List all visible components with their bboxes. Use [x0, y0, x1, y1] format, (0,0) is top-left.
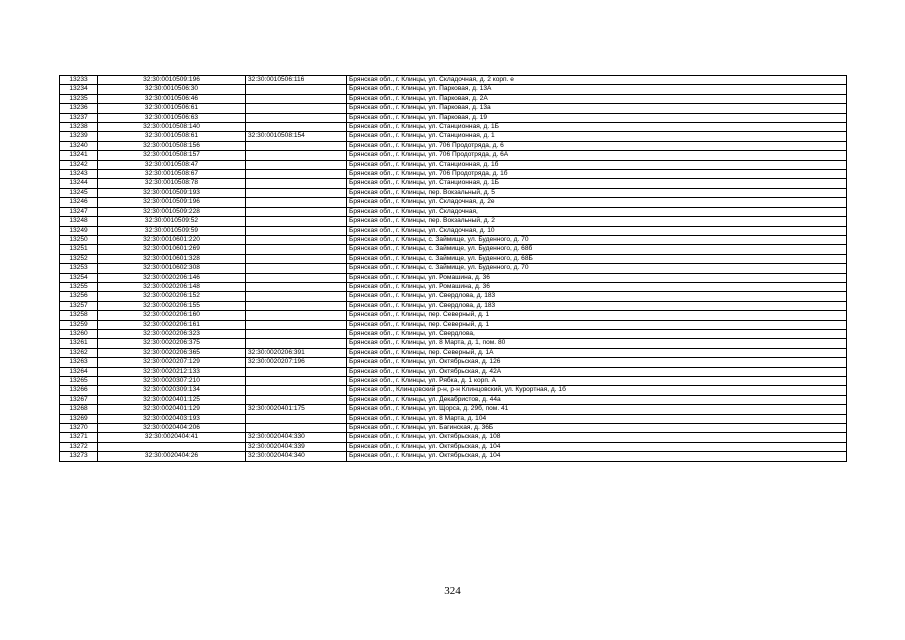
cell-number: 13246: [60, 198, 98, 207]
cell-address: Брянская обл., г. Клинцы, с. Займище, ул. Буденного, д. 68Б: [347, 254, 847, 263]
cell-cadastral-number: 32:30:0010602:308: [98, 264, 246, 273]
cell-number: 13248: [60, 217, 98, 226]
table-row: [60, 282, 847, 291]
cell-address: Брянская обл., г. Клинцы, ул. Свердлова, д. 183: [347, 292, 847, 301]
table-row: [60, 76, 847, 85]
table-row: [60, 226, 847, 235]
page-number: 324: [444, 585, 461, 597]
cell-number: 13240: [60, 141, 98, 150]
cell-related-cadastral-number: 32:30:0020404:330: [246, 433, 347, 442]
cell-cadastral-number: 32:30:0010506:30: [98, 85, 246, 94]
cell-number: 13268: [60, 405, 98, 414]
cell-related-cadastral-number: [246, 339, 347, 348]
cell-address: Брянская обл., г. Клинцы, ул. Октябрьская, д. 42А: [347, 367, 847, 376]
cell-cadastral-number: 32:30:0010508:67: [98, 170, 246, 179]
cell-related-cadastral-number: [246, 386, 347, 395]
cell-address: Брянская обл., г. Клинцы, ул. Октябрьская, д. 104: [347, 442, 847, 451]
table-row: [60, 348, 847, 357]
cell-number: 13247: [60, 207, 98, 216]
cell-number: 13241: [60, 151, 98, 160]
cell-address: Брянская обл., г. Клинцы, ул. 8 Марта, д. 1, пом. 80: [347, 339, 847, 348]
cell-address: Брянская обл., г. Клинцы, ул. 706 Продотряда, д. 6: [347, 141, 847, 150]
cell-related-cadastral-number: [246, 94, 347, 103]
table-row: [60, 301, 847, 310]
cell-cadastral-number: 32:30:0010601:328: [98, 254, 246, 263]
cell-number: 13243: [60, 170, 98, 179]
cell-address: Брянская обл., г. Клинцы, ул. 706 Продотряда, д. 1б: [347, 170, 847, 179]
cell-cadastral-number: 32:30:0010508:61: [98, 132, 246, 141]
cell-cadastral-number: 32:30:0010506:63: [98, 113, 246, 122]
cell-address: Брянская обл., г. Клинцы, ул. Парковая, д. 13а: [347, 104, 847, 113]
cell-cadastral-number: 32:30:0020206:160: [98, 311, 246, 320]
cell-cadastral-number: 32:30:0010509:52: [98, 217, 246, 226]
cell-address: Брянская обл., г. Клинцы, пер. Северный, д. 1: [347, 311, 847, 320]
cell-related-cadastral-number: [246, 254, 347, 263]
cell-cadastral-number: 32:30:0010509:59: [98, 226, 246, 235]
cell-number: 13258: [60, 311, 98, 320]
cell-number: 13265: [60, 377, 98, 386]
cell-address: Брянская обл., г. Клинцы, ул. Складочная,: [347, 207, 847, 216]
cell-related-cadastral-number: 32:30:0010508:154: [246, 132, 347, 141]
table-row: [60, 414, 847, 423]
cell-related-cadastral-number: [246, 170, 347, 179]
cell-cadastral-number: 32:30:0020206:155: [98, 301, 246, 310]
cell-cadastral-number: 32:30:0020309:134: [98, 386, 246, 395]
cell-address: Брянская обл., г. Клинцы, ул. Свердлова, д. 183: [347, 301, 847, 310]
cell-cadastral-number: 32:30:0020206:375: [98, 339, 246, 348]
table-row: [60, 442, 847, 451]
registry-table-body: [60, 76, 847, 462]
cell-cadastral-number: 32:30:0020401:129: [98, 405, 246, 414]
cell-cadastral-number: 32:30:0010506:46: [98, 94, 246, 103]
cell-number: 13234: [60, 85, 98, 94]
cell-address: Брянская обл., г. Клинцы, с. Займище, ул. Буденного, д. 70: [347, 264, 847, 273]
table-row: [60, 179, 847, 188]
table-row: [60, 386, 847, 395]
cell-cadastral-number: [98, 442, 246, 451]
cell-number: 13266: [60, 386, 98, 395]
cell-related-cadastral-number: [246, 85, 347, 94]
cell-address: Брянская обл., г. Клинцы, ул. Ромашина, д. 36: [347, 273, 847, 282]
cell-related-cadastral-number: 32:30:0010506:116: [246, 76, 347, 85]
table-row: [60, 170, 847, 179]
cell-cadastral-number: 32:30:0020403:193: [98, 414, 246, 423]
cell-address: Брянская обл., г. Клинцы, ул. Станционная, д. 1: [347, 132, 847, 141]
cell-number: 13245: [60, 188, 98, 197]
cell-address: Брянская обл., г. Клинцы, ул. Парковая, д. 2А: [347, 94, 847, 103]
table-row: [60, 151, 847, 160]
table-row: [60, 245, 847, 254]
cell-cadastral-number: 32:30:0020206:148: [98, 282, 246, 291]
cell-related-cadastral-number: [246, 292, 347, 301]
table-row: [60, 123, 847, 132]
registry-table: [59, 75, 847, 462]
cell-cadastral-number: 32:30:0020206:365: [98, 348, 246, 357]
cell-related-cadastral-number: [246, 113, 347, 122]
cell-related-cadastral-number: [246, 160, 347, 169]
cell-related-cadastral-number: [246, 123, 347, 132]
table-row: [60, 207, 847, 216]
cell-address: Брянская обл., г. Клинцы, ул. Свердлова,: [347, 329, 847, 338]
cell-related-cadastral-number: [246, 414, 347, 423]
cell-address: Брянская обл., г. Клинцы, пер. Северный, д. 1: [347, 320, 847, 329]
cell-related-cadastral-number: [246, 188, 347, 197]
cell-number: 13269: [60, 414, 98, 423]
table-row: [60, 273, 847, 282]
cell-number: 13270: [60, 424, 98, 433]
table-row: [60, 339, 847, 348]
cell-number: 13251: [60, 245, 98, 254]
cell-related-cadastral-number: 32:30:0020206:391: [246, 348, 347, 357]
cell-related-cadastral-number: [246, 273, 347, 282]
cell-number: 13233: [60, 76, 98, 85]
cell-address: Брянская обл., г. Клинцы, ул. Октябрьская, д. 126: [347, 358, 847, 367]
cell-cadastral-number: 32:30:0020206:161: [98, 320, 246, 329]
cell-related-cadastral-number: [246, 367, 347, 376]
cell-address: Брянская обл., г. Клинцы, ул. Декабристов, д. 44а: [347, 395, 847, 404]
table-row: [60, 132, 847, 141]
cell-number: 13272: [60, 442, 98, 451]
table-row: [60, 320, 847, 329]
cell-related-cadastral-number: [246, 395, 347, 404]
cell-cadastral-number: 32:30:0020212:133: [98, 367, 246, 376]
cell-number: 13254: [60, 273, 98, 282]
cell-number: 13264: [60, 367, 98, 376]
cell-cadastral-number: 32:30:0020206:323: [98, 329, 246, 338]
table-row: [60, 160, 847, 169]
cell-number: 13260: [60, 329, 98, 338]
cell-related-cadastral-number: [246, 226, 347, 235]
cell-related-cadastral-number: [246, 217, 347, 226]
cell-number: 13263: [60, 358, 98, 367]
cell-number: 13271: [60, 433, 98, 442]
table-row: [60, 367, 847, 376]
cell-cadastral-number: 32:30:0010506:61: [98, 104, 246, 113]
cell-related-cadastral-number: [246, 311, 347, 320]
table-row: [60, 141, 847, 150]
cell-cadastral-number: 32:30:0010509:193: [98, 188, 246, 197]
table-row: [60, 94, 847, 103]
cell-related-cadastral-number: [246, 245, 347, 254]
cell-cadastral-number: 32:30:0020207:129: [98, 358, 246, 367]
cell-number: 13237: [60, 113, 98, 122]
cell-related-cadastral-number: [246, 235, 347, 244]
cell-address: Брянская обл., Клинцовский р-н, р-н Клинцовский, ул. Курортная, д. 1б: [347, 386, 847, 395]
cell-number: 13250: [60, 235, 98, 244]
table-row: [60, 358, 847, 367]
cell-related-cadastral-number: [246, 301, 347, 310]
cell-number: 13238: [60, 123, 98, 132]
table-row: [60, 377, 847, 386]
cell-number: 13261: [60, 339, 98, 348]
cell-number: 13259: [60, 320, 98, 329]
cell-number: 13244: [60, 179, 98, 188]
cell-address: Брянская обл., г. Клинцы, с. Займище, ул. Буденного, д. 68б: [347, 245, 847, 254]
cell-cadastral-number: 32:30:0010508:78: [98, 179, 246, 188]
cell-cadastral-number: 32:30:0010509:196: [98, 198, 246, 207]
cell-address: Брянская обл., г. Клинцы, ул. Октябрьская, д. 104: [347, 452, 847, 461]
cell-related-cadastral-number: [246, 151, 347, 160]
table-row: [60, 424, 847, 433]
cell-cadastral-number: 32:30:0020404:206: [98, 424, 246, 433]
cell-address: Брянская обл., г. Клинцы, ул. Парковая, д. 13А: [347, 85, 847, 94]
cell-number: 13262: [60, 348, 98, 357]
cell-cadastral-number: 32:30:0010508:140: [98, 123, 246, 132]
cell-number: 13242: [60, 160, 98, 169]
cell-cadastral-number: 32:30:0020404:26: [98, 452, 246, 461]
cell-number: 13256: [60, 292, 98, 301]
cell-cadastral-number: 32:30:0010601:220: [98, 235, 246, 244]
cell-address: Брянская обл., г. Клинцы, ул. Складочная, д. 2е: [347, 198, 847, 207]
cell-related-cadastral-number: 32:30:0020207:196: [246, 358, 347, 367]
table-row: [60, 188, 847, 197]
cell-related-cadastral-number: [246, 104, 347, 113]
cell-address: Брянская обл., г. Клинцы, пер. Вокзальный, д. 2: [347, 217, 847, 226]
cell-address: Брянская обл., г. Клинцы, ул. Рябка, д. 1 корп. А: [347, 377, 847, 386]
cell-address: Брянская обл., г. Клинцы, ул. 8 Марта, д. 104: [347, 414, 847, 423]
cell-related-cadastral-number: [246, 329, 347, 338]
cell-cadastral-number: 32:30:0020307:210: [98, 377, 246, 386]
table-row: [60, 395, 847, 404]
cell-number: 13253: [60, 264, 98, 273]
cell-address: Брянская обл., г. Клинцы, ул. Багинская, д. 36Б: [347, 424, 847, 433]
cell-cadastral-number: 32:30:0020401:125: [98, 395, 246, 404]
table-row: [60, 292, 847, 301]
cell-related-cadastral-number: [246, 141, 347, 150]
table-row: [60, 405, 847, 414]
table-row: [60, 433, 847, 442]
cell-address: Брянская обл., г. Клинцы, ул. Станционная, д. 1б: [347, 160, 847, 169]
cell-related-cadastral-number: [246, 207, 347, 216]
cell-number: 13252: [60, 254, 98, 263]
cell-number: 13236: [60, 104, 98, 113]
cell-cadastral-number: 32:30:0010601:269: [98, 245, 246, 254]
cell-related-cadastral-number: [246, 424, 347, 433]
cell-address: Брянская обл., г. Клинцы, ул. Складочная, д. 2 корп. е: [347, 76, 847, 85]
cell-address: Брянская обл., г. Клинцы, ул. Октябрьская, д. 108: [347, 433, 847, 442]
cell-related-cadastral-number: [246, 264, 347, 273]
cell-number: 13239: [60, 132, 98, 141]
cell-address: Брянская обл., г. Клинцы, ул. 706 Продотряда, д. 6А: [347, 151, 847, 160]
cell-number: 13255: [60, 282, 98, 291]
table-row: [60, 329, 847, 338]
cell-related-cadastral-number: [246, 377, 347, 386]
cell-cadastral-number: 32:30:0010508:156: [98, 141, 246, 150]
cell-number: 13273: [60, 452, 98, 461]
cell-related-cadastral-number: [246, 320, 347, 329]
cell-related-cadastral-number: [246, 179, 347, 188]
table-row: [60, 452, 847, 461]
cell-related-cadastral-number: [246, 282, 347, 291]
cell-address: Брянская обл., г. Клинцы, пер. Северный, д. 1А: [347, 348, 847, 357]
cell-address: Брянская обл., г. Клинцы, ул. Станционная, д. 1Б: [347, 123, 847, 132]
cell-address: Брянская обл., г. Клинцы, с. Займище, ул. Буденного, д. 70: [347, 235, 847, 244]
cell-cadastral-number: 32:30:0010509:196: [98, 76, 246, 85]
cell-related-cadastral-number: 32:30:0020401:175: [246, 405, 347, 414]
table-row: [60, 198, 847, 207]
cell-related-cadastral-number: [246, 198, 347, 207]
table-row: [60, 235, 847, 244]
cell-number: 13249: [60, 226, 98, 235]
table-row: [60, 113, 847, 122]
cell-cadastral-number: 32:30:0020206:152: [98, 292, 246, 301]
cell-related-cadastral-number: 32:30:0020404:340: [246, 452, 347, 461]
cell-cadastral-number: 32:30:0010508:47: [98, 160, 246, 169]
table-row: [60, 254, 847, 263]
cell-number: 13235: [60, 94, 98, 103]
cell-address: Брянская обл., г. Клинцы, пер. Вокзальный, д. 5: [347, 188, 847, 197]
cell-address: Брянская обл., г. Клинцы, ул. Станционная, д. 1Б: [347, 179, 847, 188]
cell-cadastral-number: 32:30:0020404:41: [98, 433, 246, 442]
table-row: [60, 264, 847, 273]
cell-address: Брянская обл., г. Клинцы, ул. Парковая, д. 19: [347, 113, 847, 122]
cell-address: Брянская обл., г. Клинцы, ул. Ромашина, д. 36: [347, 282, 847, 291]
cell-cadastral-number: 32:30:0010508:157: [98, 151, 246, 160]
cell-related-cadastral-number: 32:30:0020404:339: [246, 442, 347, 451]
cell-number: 13267: [60, 395, 98, 404]
cell-address: Брянская обл., г. Клинцы, ул. Складочная, д. 10: [347, 226, 847, 235]
cell-number: 13257: [60, 301, 98, 310]
table-row: [60, 217, 847, 226]
cell-address: Брянская обл., г. Клинцы, ул. Щорса, д. 29б, пом. 41: [347, 405, 847, 414]
cell-cadastral-number: 32:30:0020206:146: [98, 273, 246, 282]
table-row: [60, 85, 847, 94]
cell-cadastral-number: 32:30:0010509:228: [98, 207, 246, 216]
table-row: [60, 311, 847, 320]
table-row: [60, 104, 847, 113]
